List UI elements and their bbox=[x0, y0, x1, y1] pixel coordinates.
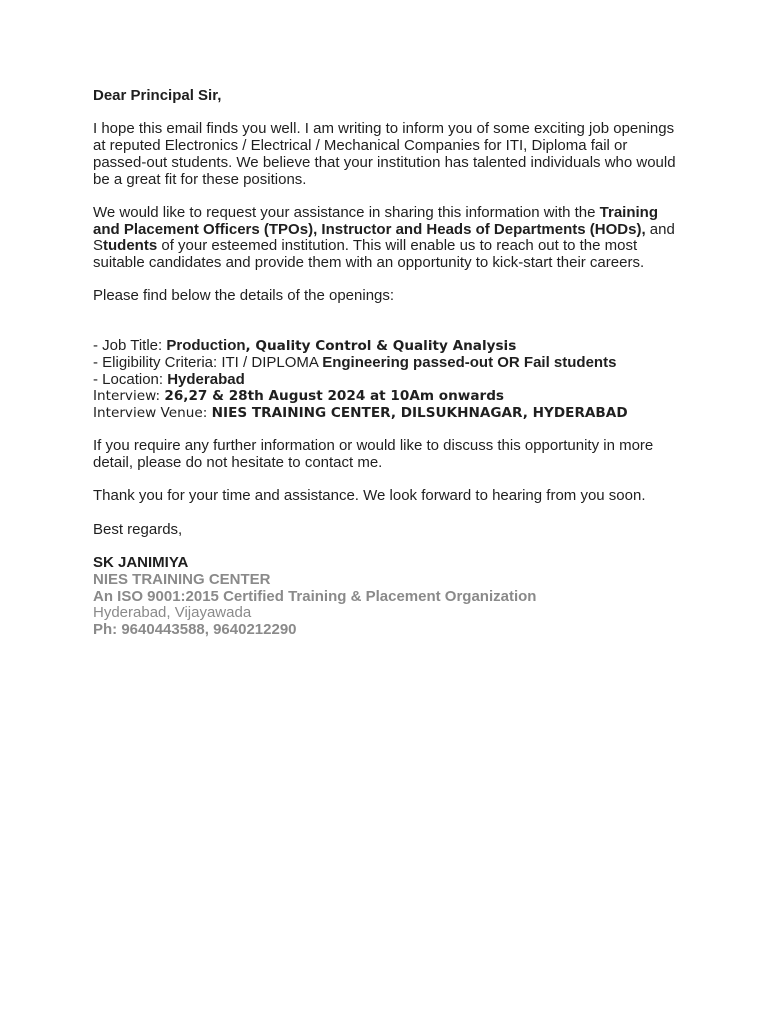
letter-body bbox=[93, 88, 683, 639]
signature-phone: Ph: 9640443588, 9640212290 bbox=[93, 620, 297, 638]
closing: Best regards, bbox=[93, 520, 183, 538]
interview-line: Interview: 26,27 & 28th August 2024 at 10Am onwards bbox=[93, 388, 505, 405]
job-details bbox=[93, 338, 683, 422]
contact-paragraph: If you require any further information or would like to discuss this opportunity in more detail, please do not hesitate to contact me. bbox=[93, 437, 654, 471]
signature-block bbox=[93, 555, 683, 639]
signature-org: NIES TRAINING CENTER bbox=[93, 570, 271, 588]
thanks-paragraph: Thank you for your time and assistance. We look forward to hearing from you soon. bbox=[93, 487, 646, 505]
details-intro: Please find below the details of the openings: bbox=[93, 287, 395, 305]
request-paragraph: We would like to request your assistance in sharing this information with the Training and Placement Officers (TPOs), Instructor and Heads of Departments (HODs), and Students of your esteemed institution. This will enable us to reach out to the most suitable candidates and provide them with an opportunity to kick-start their careers. bbox=[93, 203, 675, 271]
venue-line: Interview Venue: NIES TRAINING CENTER, DILSUKHNAGAR, HYDERABAD bbox=[93, 404, 628, 421]
eligibility-line: - Eligibility Criteria: ITI / DIPLOMA Engineering passed-out OR Fail students bbox=[93, 353, 617, 371]
signature-name: SK JANIMIYA bbox=[93, 554, 189, 572]
intro-paragraph: I hope this email finds you well. I am writing to inform you of some exciting job openings at reputed Electronics / Electrical / Mechanical Companies for ITI, Diploma fail or passed-out students. We believe that your institution has talented individuals who would be a great fit for these positions. bbox=[93, 120, 676, 188]
signature-cities: Hyderabad, Vijayawada bbox=[93, 604, 252, 622]
location-line: - Location: Hyderabad bbox=[93, 370, 245, 388]
signature-cert: An ISO 9001:2015 Certified Training & Placement Organization bbox=[93, 587, 537, 605]
job-title-line: - Job Title: Production, Quality Control & Quality Analysis bbox=[93, 337, 517, 355]
greeting: Dear Principal Sir, bbox=[93, 87, 222, 104]
